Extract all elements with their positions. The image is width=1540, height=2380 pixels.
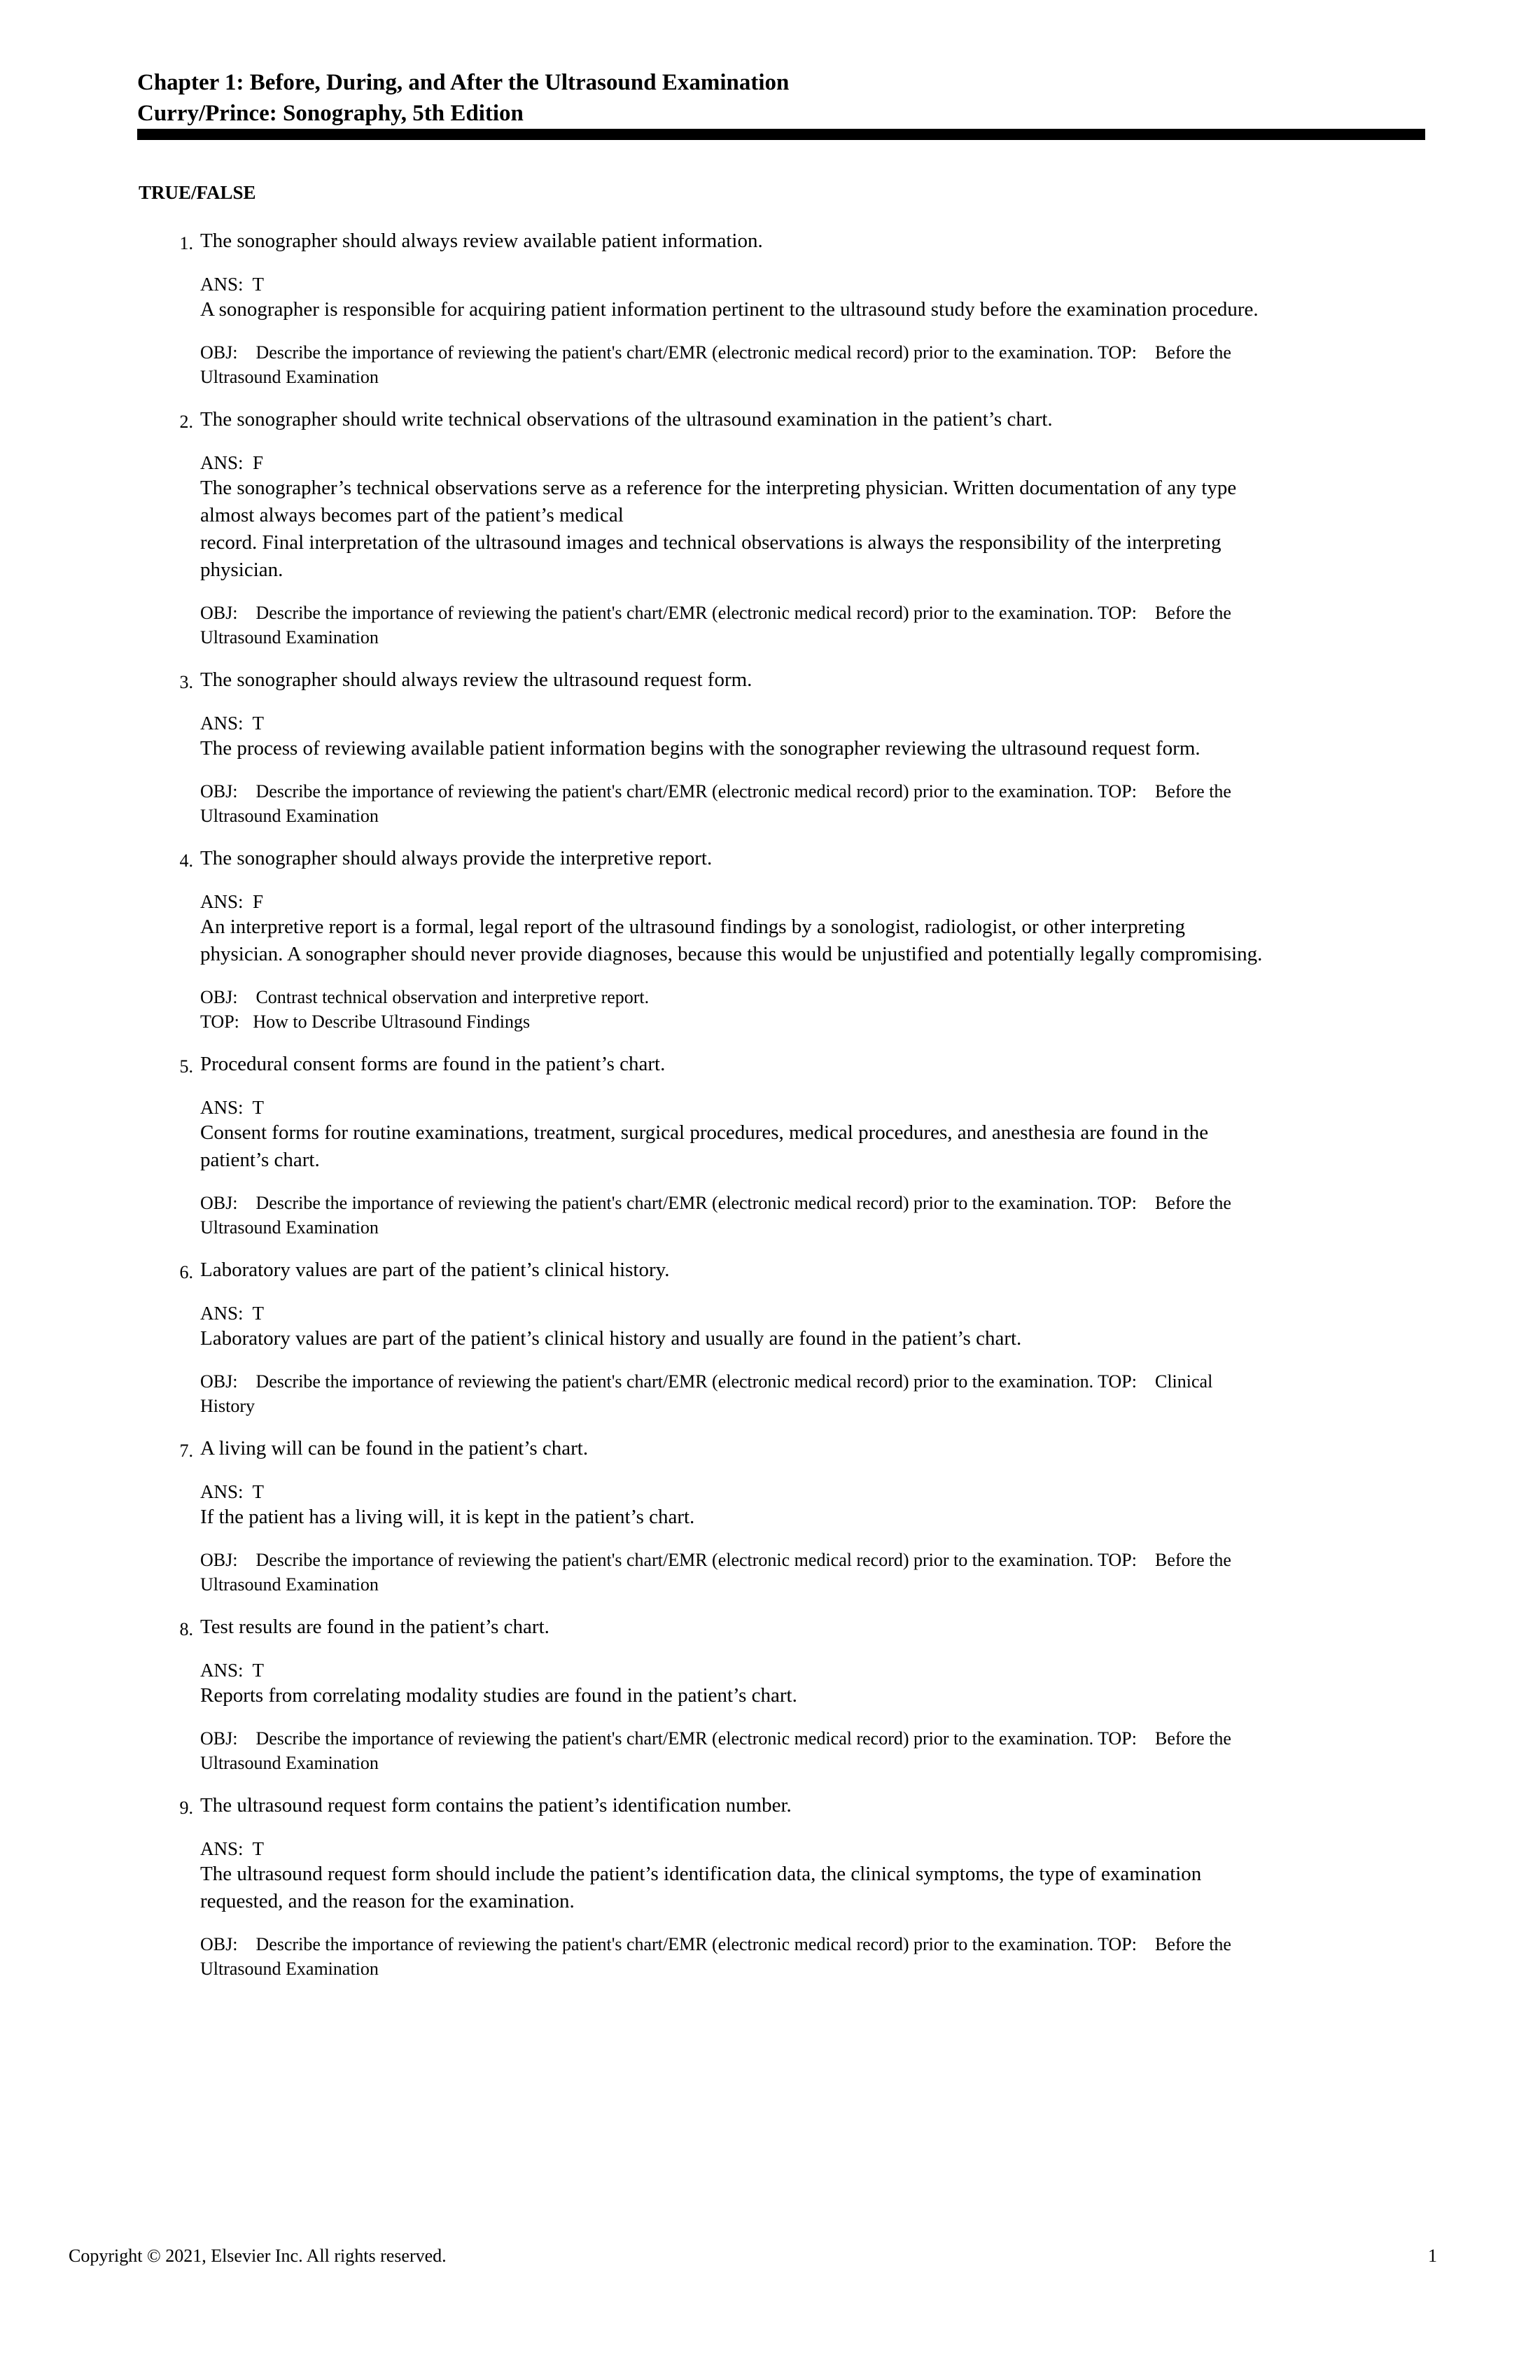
objective-topic [200, 1932, 1425, 1981]
objective-topic-line: Ultrasound Examination [200, 1959, 379, 1979]
question-item [140, 845, 1425, 1034]
question-item [140, 1051, 1425, 1240]
objective-topic-line: History [200, 1396, 255, 1416]
question-text: The sonographer should write technical observations of the ultrasound examination in the patient’s chart. [200, 408, 1053, 430]
answer-rationale-line: Laboratory values are part of the patient’s clinical history and usually are found in the patient’s chart. [200, 1327, 1022, 1350]
answer-key: ANS: T [200, 1303, 265, 1324]
answer-key: ANS: T [200, 1838, 265, 1859]
objective-topic-line: Ultrasound Examination [200, 1217, 379, 1238]
question-number: 1. [179, 233, 193, 253]
objective-topic-line: Ultrasound Examination [200, 806, 379, 826]
question-number: 4. [179, 850, 193, 871]
objective-topic [200, 1191, 1425, 1240]
answer-rationale-line: A sonographer is responsible for acquiring patient information pertinent to the ultrasound study before the examination procedure. [200, 298, 1259, 321]
answer-rationale-line: requested, and the reason for the examination. [200, 1890, 575, 1912]
objective-topic-line: OBJ: Contrast technical observation and interpretive report. [200, 987, 650, 1007]
objective-topic-line: OBJ: Describe the importance of reviewing the patient's chart/EMR (electronic medical record) prior to the examination. TOP: Before the [200, 1934, 1231, 1954]
objective-topic-line: OBJ: Describe the importance of reviewing the patient's chart/EMR (electronic medical record) prior to the examination. TOP: Before the [200, 781, 1231, 802]
copyright-notice: Copyright © 2021, Elsevier Inc. All rights reserved. [69, 2246, 447, 2266]
book-title: Curry/Prince: Sonography, 5th Edition [137, 101, 524, 126]
question-text: Laboratory values are part of the patient’s clinical history. [200, 1259, 670, 1281]
answer-key: ANS: T [200, 1481, 265, 1502]
question-item [140, 1792, 1425, 1981]
answer-rationale-line: The ultrasound request form should include the patient’s identification data, the clinical symptoms, the type of examination [200, 1863, 1202, 1885]
objective-topic [200, 1369, 1425, 1418]
header-rule [137, 129, 1425, 140]
answer-rationale-line: The process of reviewing available patient information begins with the sonographer reviewing the ultrasound request form. [200, 737, 1200, 760]
question-item [140, 1614, 1425, 1775]
objective-topic-line: OBJ: Describe the importance of reviewing the patient's chart/EMR (electronic medical record) prior to the examination. TOP: Before the [200, 603, 1231, 623]
question-text: A living will can be found in the patient’s chart. [200, 1437, 589, 1460]
objective-topic-line: TOP: How to Describe Ultrasound Findings [200, 1011, 531, 1032]
page-number: 1 [1428, 2246, 1437, 2266]
question-text: The sonographer should always review the ultrasound request form. [200, 668, 752, 691]
question-number: 8. [179, 1619, 193, 1639]
question-number: 3. [179, 672, 193, 692]
answer-rationale-line: almost always becomes part of the patient’s medical [200, 504, 624, 526]
objective-topic-line: Ultrasound Examination [200, 1574, 379, 1595]
answer-rationale-line: record. Final interpretation of the ultrasound images and technical observations is always the responsibility of the interpreting [200, 531, 1222, 554]
answer-key: ANS: T [200, 1097, 265, 1118]
question-item [140, 406, 1425, 650]
objective-topic [200, 601, 1425, 650]
objective-topic-line: OBJ: Describe the importance of reviewing the patient's chart/EMR (electronic medical record) prior to the examination. TOP: Before the [200, 1728, 1231, 1749]
answer-key: ANS: F [200, 891, 264, 912]
objective-topic-line: Ultrasound Examination [200, 627, 379, 648]
question-item [140, 666, 1425, 828]
objective-topic [200, 1548, 1425, 1597]
page-header [137, 67, 1425, 129]
answer-rationale-line: physician. A sonographer should never provide diagnoses, because this would be unjustified and potentially legally compromising. [200, 943, 1263, 965]
question-item [140, 1256, 1425, 1418]
answer-key: ANS: T [200, 1660, 265, 1681]
question-item [140, 1435, 1425, 1597]
answer-rationale-line: If the patient has a living will, it is kept in the patient’s chart. [200, 1506, 695, 1528]
answer-key: ANS: T [200, 713, 265, 734]
answer-rationale-line: Consent forms for routine examinations, treatment, surgical procedures, medical procedures, and anesthesia are found in the [200, 1121, 1209, 1144]
question-text: The ultrasound request form contains the patient’s identification number. [200, 1794, 792, 1816]
answer-rationale-line: An interpretive report is a formal, legal report of the ultrasound findings by a sonologist, radiologist, or other interpreting [200, 916, 1185, 938]
objective-topic [200, 985, 1425, 1034]
question-text: The sonographer should always review available patient information. [200, 230, 763, 252]
objective-topic-line: OBJ: Describe the importance of reviewing the patient's chart/EMR (electronic medical record) prior to the examination. TOP: Clinical [200, 1371, 1213, 1392]
objective-topic-line: OBJ: Describe the importance of reviewing the patient's chart/EMR (electronic medical record) prior to the examination. TOP: Before the [200, 1193, 1231, 1213]
section-title: TRUE/FALSE [139, 182, 256, 203]
objective-topic-line: OBJ: Describe the importance of reviewing the patient's chart/EMR (electronic medical record) prior to the examination. TOP: Before the [200, 1550, 1231, 1570]
objective-topic [200, 779, 1425, 828]
objective-topic-line: Ultrasound Examination [200, 367, 379, 387]
question-text: Procedural consent forms are found in the patient’s chart. [200, 1053, 666, 1075]
answer-rationale-line: Reports from correlating modality studies are found in the patient’s chart. [200, 1684, 797, 1707]
question-text: Test results are found in the patient’s chart. [200, 1616, 550, 1638]
chapter-title: Chapter 1: Before, During, and After the Ultrasound Examination [137, 70, 790, 95]
objective-topic [200, 1726, 1425, 1775]
answer-rationale-line: The sonographer’s technical observations serve as a reference for the interpreting physician. Written documentation of any type [200, 477, 1237, 499]
question-number: 9. [179, 1798, 193, 1818]
question-item [140, 227, 1425, 389]
question-number: 2. [179, 412, 193, 432]
objective-topic-line: Ultrasound Examination [200, 1753, 379, 1773]
question-number: 5. [179, 1056, 193, 1077]
question-number: 7. [179, 1441, 193, 1461]
answer-rationale-line: patient’s chart. [200, 1149, 320, 1171]
question-list [140, 227, 1425, 1998]
answer-key: ANS: F [200, 452, 264, 473]
question-number: 6. [179, 1262, 193, 1282]
objective-topic [200, 340, 1425, 389]
answer-rationale-line: physician. [200, 559, 284, 581]
question-text: The sonographer should always provide the interpretive report. [200, 847, 713, 869]
objective-topic-line: OBJ: Describe the importance of reviewing the patient's chart/EMR (electronic medical record) prior to the examination. TOP: Before the [200, 342, 1231, 363]
answer-key: ANS: T [200, 274, 265, 295]
